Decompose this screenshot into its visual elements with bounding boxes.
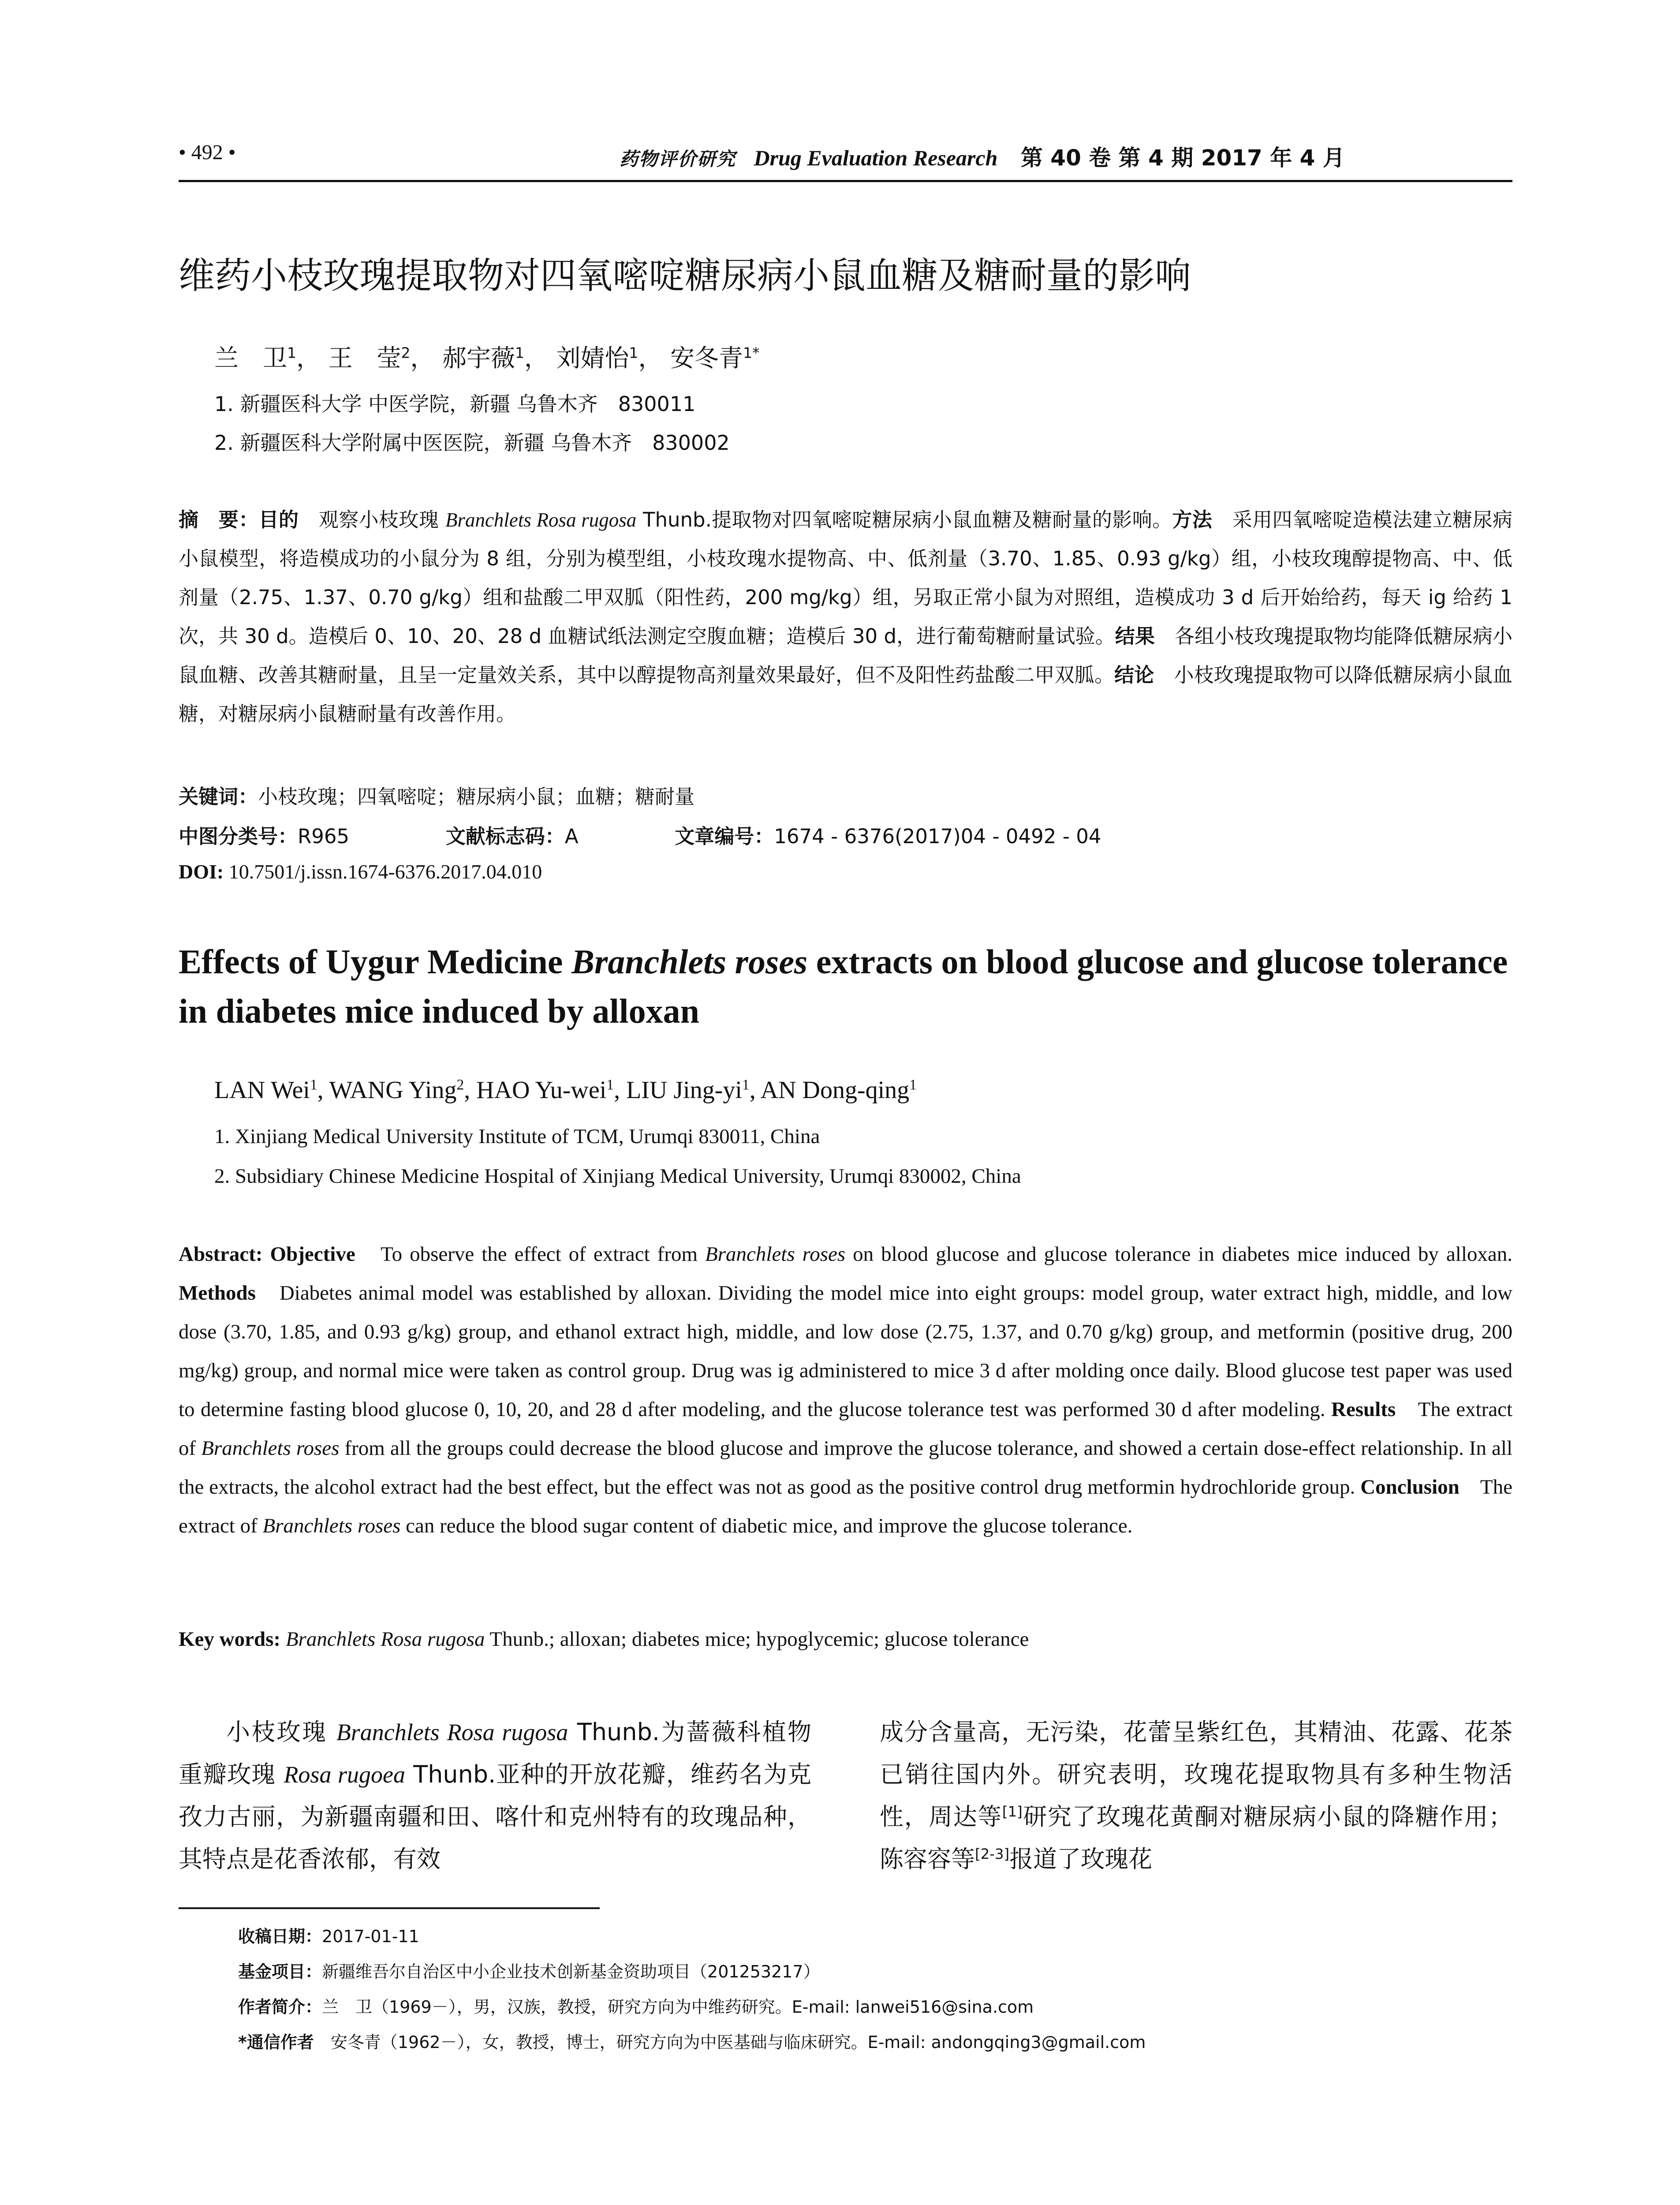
abstract-label: Abstract: Objective [179, 1243, 355, 1266]
doi-label: DOI: [179, 860, 224, 883]
footnote-author-bio [238, 1993, 1034, 2018]
author-mark: 1 [287, 344, 297, 362]
doi-value: 10.7501/j.issn.1674-6376.2017.04.010 [224, 860, 542, 883]
author-mark: 2 [401, 344, 411, 362]
species-name: Branchlets roses [571, 942, 808, 981]
abstract-text: 观察小枝玫瑰 [299, 508, 445, 531]
footnote-funding [238, 1958, 820, 1982]
author: 兰 卫 [214, 344, 287, 372]
body-text: 研究了玫瑰花黄酮对糖尿病小鼠的降糖作用；陈容容等 [880, 1803, 1513, 1873]
footnote-label: 作者简介： [238, 1997, 322, 2017]
en-keywords [179, 1627, 1512, 1651]
author: WANG Ying [329, 1076, 457, 1104]
cn-abstract [179, 501, 1512, 733]
keywords-text: Thunb.; alloxan; diabetes mice; hypoglycemic; glucose tolerance [485, 1628, 1029, 1651]
abstract-text: 各组小枝玫瑰提取物均能降低糖尿病小鼠血糖、改善其糖耐量，且呈一定量效关系，其中以醇提物高剂量效果最好，但不及阳性药盐酸二甲双胍。 [179, 624, 1512, 687]
abstract-text: from all the groups could decrease the blood glucose and improve the glucose tolerance, and showed a certain dose-effect relationship. In all the extracts, the alcohol extract had the best effect, but the effect was not as good as the positive control drug metformin hydrochloride group. [179, 1437, 1512, 1499]
cn-title: 维药小枝玫瑰提取物对四氧嘧啶糖尿病小鼠血糖及糖耐量的影响 [179, 255, 1191, 297]
en-authors: LAN Wei$^1$, WANG Ying$^2$, HAO Yu-wei$^1$, LIU Jing-$yi^1$, AN Dong-qing$^1$ [214, 1076, 917, 1104]
footnote-text: 安冬青（1962－），女，教授，博士，研究方向为中医基础与临床研究。E-mail: andongqing3@gmail.com [314, 2033, 1146, 2052]
author-mark: 1 [310, 1076, 317, 1093]
author: HAO Yu-wei [476, 1076, 607, 1104]
species-name: Branchlets Rosa rugosa [445, 509, 637, 531]
author: AN Dong-qing [760, 1076, 910, 1104]
body-column-right [880, 1711, 1512, 1880]
author-mark: 2 [456, 1076, 464, 1093]
keywords-label: 关键词： [179, 785, 258, 808]
cn-affiliation: 2. 新疆医科大学附属中医医院，新疆 乌鲁木齐 830002 [214, 431, 730, 455]
abstract-text: on blood glucose and glucose tolerance in diabetes mice induced by alloxan. [845, 1243, 1512, 1266]
footnote-label: 基金项目： [238, 1962, 322, 1981]
species-name: Rosa rugoea [284, 1761, 405, 1788]
doccode-value: A [564, 825, 579, 848]
body-text: Thunb.为蔷薇科植物重瓣玫瑰 [179, 1718, 811, 1788]
title-text: Effects of Uygur Medicine [179, 942, 572, 981]
abstract-text: 小枝玫瑰提取物可以降低糖尿病小鼠血糖，对糖尿病小鼠糖耐量有改善作用。 [179, 663, 1512, 725]
en-affiliation: 1. Xinjiang Medical University Institute of TCM, Urumqi 830011, China [214, 1125, 820, 1148]
body-text: Thunb.亚种的开放花瓣，维药名为克孜力古丽，为新疆南疆和田、喀什和克州特有的玫瑰品种，其特点是花香浓郁，有效 [179, 1760, 812, 1873]
footnote-received [238, 1923, 419, 1947]
species-name: Branchlets roses [705, 1243, 846, 1266]
author: LAN Wei [214, 1076, 310, 1104]
objective-label: 目的 [258, 508, 299, 531]
footnote-label: 收稿日期： [238, 1927, 322, 1946]
abstract-label: 摘 要： [179, 508, 259, 531]
species-name: Branchlets roses [201, 1437, 340, 1460]
abstract-text: The extract of [179, 1476, 1512, 1537]
cn-authors: 兰 卫$^1$， 王 莹$^2$， 郝宇薇$^1$， 刘婧怡$^1$， 安冬青$^{1*}$ [214, 344, 760, 372]
species-name: Branchlets Rosa rugosa [336, 1719, 568, 1745]
class-value: R965 [298, 825, 350, 848]
running-header [179, 140, 1512, 182]
body-text: 成分含量高，无污染，花蕾呈紫红色，其精油、花露、花茶已销往国内外。研究表明，玫瑰花提取物具有多种生物活性，周达等 [880, 1718, 1512, 1831]
cn-classification [179, 820, 1512, 849]
footnote-text: 2017-01-11 [322, 1927, 419, 1946]
abstract-text: Thunb.提取物对四氧嘧啶糖尿病小鼠血糖及糖耐量的影响。 [636, 508, 1172, 531]
page-number: • 492 • [179, 141, 236, 164]
footnote-text: 兰 卫（1969－），男，汉族，教授，研究方向为中维药研究。E-mail: lanwei516@sina.com [322, 1997, 1034, 2017]
methods-label: Methods [179, 1282, 256, 1304]
article-label: 文章编号： [675, 825, 774, 848]
author: 王 莹 [328, 344, 401, 372]
author: 安冬青 [670, 344, 743, 372]
author-mark: 1 [629, 344, 638, 362]
conclusion-label: 结论 [1114, 663, 1154, 687]
citation-ref[interactable]: [1] [1002, 1803, 1023, 1820]
abstract-text: The extract of [179, 1398, 1513, 1460]
class-label: 中图分类号： [179, 825, 298, 848]
author: LIU Jing-yi [626, 1076, 742, 1104]
footnote-rule [179, 1907, 600, 1909]
author: 郝宇薇 [442, 344, 515, 372]
author-mark: 1 [909, 1076, 917, 1093]
species-name: Branchlets roses [262, 1514, 401, 1537]
citation-ref[interactable]: [2-3] [975, 1846, 1010, 1862]
doi [179, 860, 1512, 883]
journal-line [620, 140, 1345, 172]
journal-name: Drug Evaluation Research [754, 146, 998, 170]
author-mark: 1 [606, 1076, 614, 1093]
author: 刘婧怡 [556, 344, 629, 372]
en-abstract [179, 1235, 1512, 1545]
results-label: Results [1331, 1398, 1396, 1421]
issue-info: 第 40 卷 第 4 期 2017 年 4 月 [1020, 145, 1345, 171]
abstract-text: Diabetes animal model was established by alloxan. Dividing the model mice into eight groups: model group, water extract high, middle, and low dose (3.70, 1.85, and 0.93 g/kg) group, and ethanol extract high, middle, and low dose (2.75, 1.37, and 0.70 g/kg) group, and metformin (positive drug, 200 mg/kg) group, and normal mice were taken as control group. Drug was ig administered to mice 3 d after molding once daily. Blood glucose test paper was used to determine fasting blood glucose 0, 10, 20, and 28 d after modeling, and the glucose tolerance test was performed 30 d after modeling. [179, 1282, 1512, 1421]
cn-keywords [179, 781, 1512, 809]
journal-logo: 药物评价研究 [620, 148, 736, 170]
methods-label: 方法 [1172, 508, 1213, 531]
footnote-label: *通信作者 [238, 2033, 314, 2052]
author-mark: 1 [515, 344, 525, 362]
title-text: extracts on blood glucose and glucose tolerance in diabetes mice induced by alloxan [179, 942, 1508, 1030]
keywords-text: 小枝玫瑰；四氧嘧啶；糖尿病小鼠；血糖；糖耐量 [258, 785, 695, 808]
author-mark: 1* [743, 344, 760, 362]
body-text: 小枝玫瑰 [226, 1718, 336, 1746]
body-column-left [179, 1711, 811, 1880]
abstract-text: 采用四氧嘧啶造模法建立糖尿病小鼠模型，将造模成功的小鼠分为 8 组，分别为模型组，小枝玫瑰水提物高、中、低剂量（3.70、1.85、0.93 g/kg）组，小枝玫瑰醇提物高、中、低剂量（2.75、1.37、0.70 g/kg）组和盐酸二甲双胍（阳性药，200 mg/kg）组，另取正常小鼠为对照组，造模成功 3 d 后开始给药，每天 ig 给药 1 次，共 30 d。造模后 0、10、20、28 d 血糖试纸法测定空腹血糖；造模后 30 d，进行葡萄糖耐量试验。 [179, 508, 1512, 648]
author-mark: 1 [742, 1076, 750, 1093]
cn-affiliation: 1. 新疆医科大学 中医学院，新疆 乌鲁木齐 830011 [214, 392, 696, 416]
article-value: 1674 - 6376(2017)04 - 0492 - 04 [774, 825, 1101, 848]
footnote-text: 新疆维吾尔自治区中小企业技术创新基金资助项目（201253217） [322, 1962, 820, 1981]
species-name: Branchlets Rosa rugosa [280, 1628, 485, 1651]
doccode-label: 文献标志码： [445, 825, 565, 848]
body-text: 报道了玫瑰花 [1009, 1845, 1153, 1873]
abstract-text: To observe the effect of extract from [355, 1243, 706, 1266]
footnote-corresponding [238, 2029, 1146, 2053]
abstract-text: can reduce the blood sugar content of diabetic mice, and improve the glucose tolerance. [400, 1514, 1133, 1537]
en-title [179, 937, 1512, 1036]
en-affiliation: 2. Subsidiary Chinese Medicine Hospital of Xinjiang Medical University, Urumqi 830002, China [214, 1165, 1021, 1188]
keywords-label: Key words: [179, 1628, 281, 1651]
conclusion-label: Conclusion [1360, 1476, 1460, 1499]
results-label: 结果 [1115, 624, 1155, 648]
